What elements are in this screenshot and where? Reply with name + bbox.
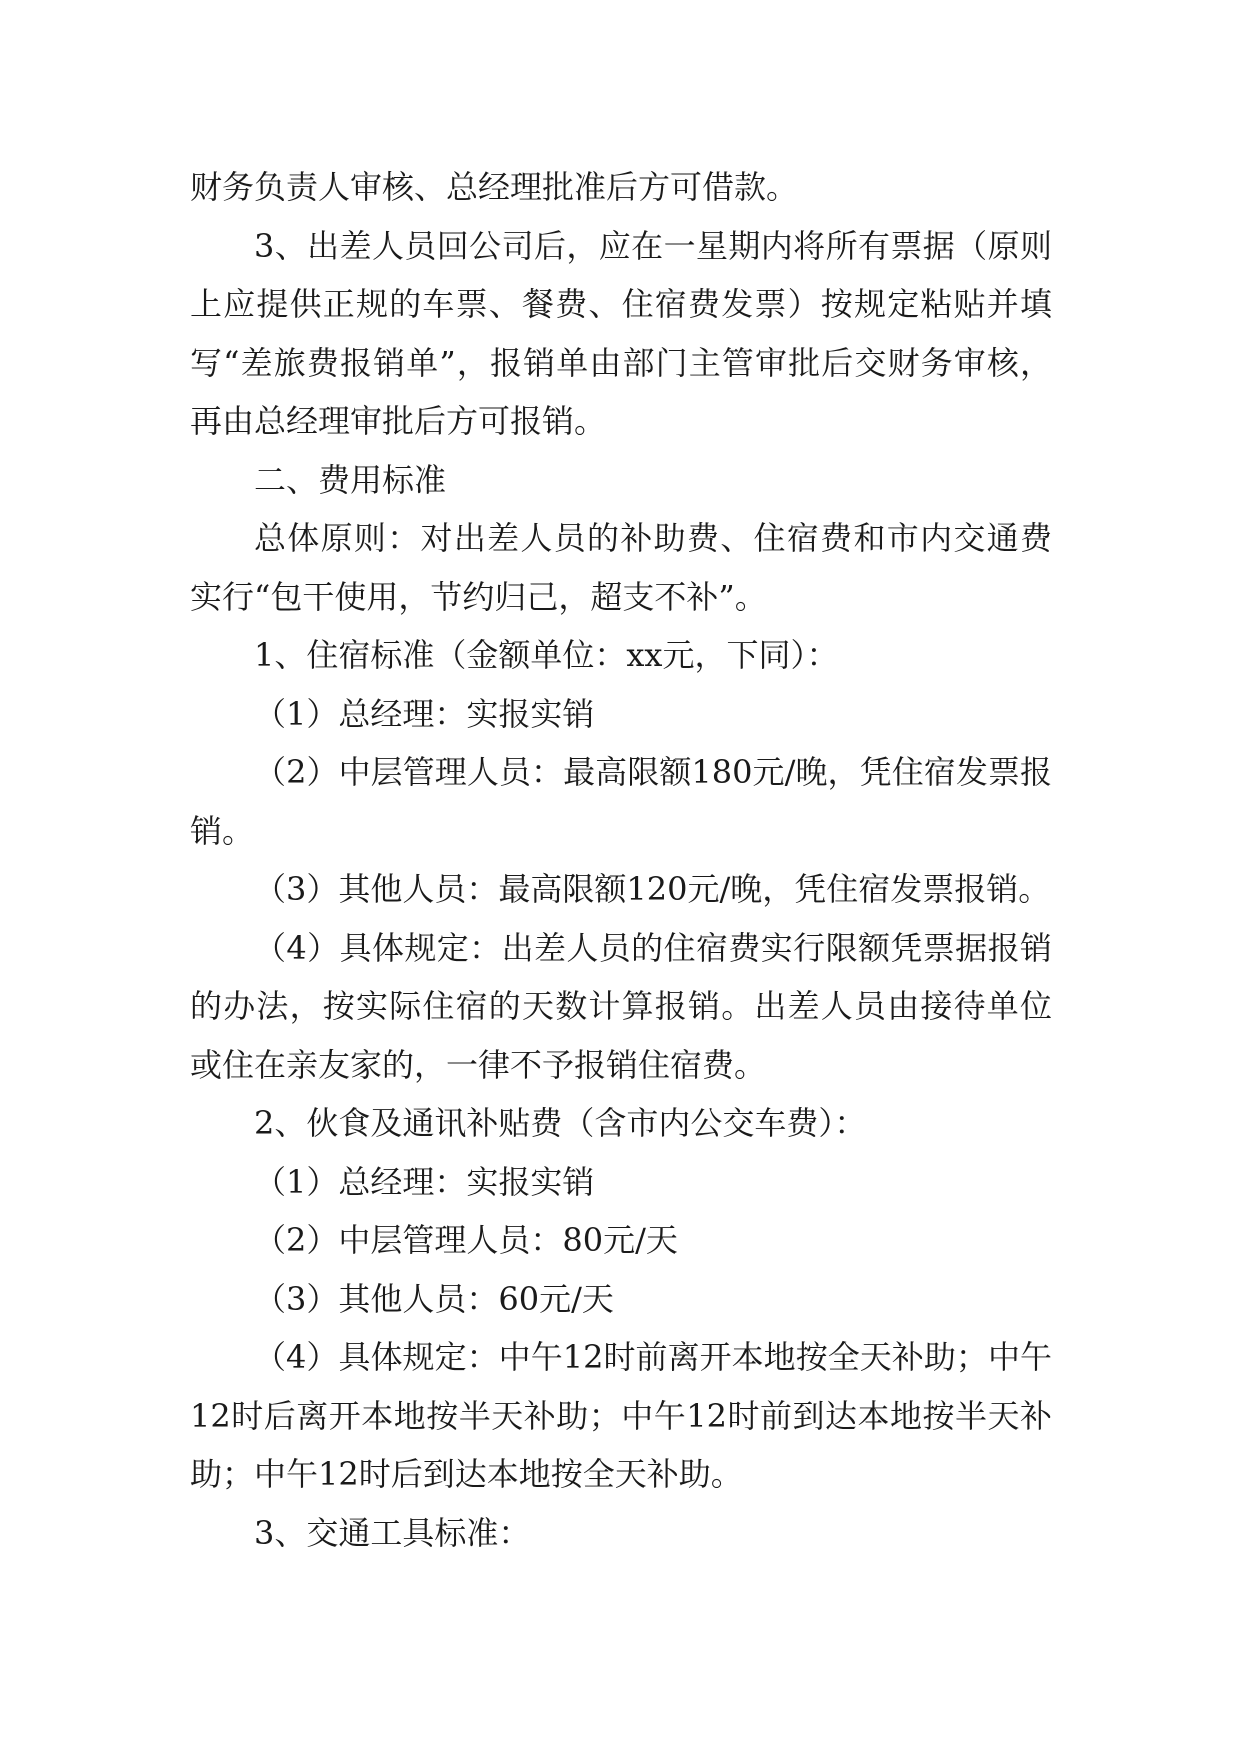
item-accommodation-rules: （4）具体规定：出差人员的住宿费实行限额凭票据报销的办法，按实际住宿的天数计算报销。出差人员由接待单位或住在亲友家的，一律不予报销住宿费。 <box>190 928 1052 1084</box>
item-allowance-middle-management: （2）中层管理人员：80元/天 <box>254 1221 678 1259</box>
section-heading-expense-standards: 二、费用标准 <box>254 460 447 499</box>
item-allowance-rules: （4）具体规定：中午12时前离开本地按全天补助；中午12时后离开本地按半天补助；中午12时前到达本地按半天补助；中午12时后到达本地按全天补助。 <box>190 1338 1052 1493</box>
item-allowance-other-staff: （3）其他人员：60元/天 <box>254 1279 614 1318</box>
item-accommodation-other-staff: （3）其他人员：最高限额120元/晚，凭住宿发票报销。 <box>254 870 1051 908</box>
heading-meal-communication-allowance: 2、伙食及通讯补贴费（含市内公交车费）： <box>254 1104 867 1142</box>
item-accommodation-general-manager: （1）总经理：实报实销 <box>254 694 595 733</box>
item-accommodation-middle-management: （2）中层管理人员：最高限额180元/晚，凭住宿发票报销。 <box>190 753 1052 850</box>
paragraph-general-principle: 总体原则：对出差人员的补助费、住宿费和市内交通费实行“包干使用，节约归己，超支不补”。 <box>190 519 1052 616</box>
heading-transport-standard: 3、交通工具标准： <box>254 1513 531 1552</box>
document-body <box>190 158 1052 1562</box>
paragraph-reimbursement-procedure: 3、出差人员回公司后，应在一星期内将所有票据（原则上应提供正规的车票、餐费、住宿费发票）按规定粘贴并填写“差旅费报销单”，报销单由部门主管审批后交财务审核，再由总经理审批后方可报销。 <box>190 226 1052 440</box>
paragraph-loan-approval: 财务负责人审核、总经理批准后方可借款。 <box>190 168 799 206</box>
item-allowance-general-manager: （1）总经理：实报实销 <box>254 1162 595 1201</box>
heading-accommodation-standard: 1、住宿标准（金额单位：xx元，下同）： <box>254 636 839 674</box>
